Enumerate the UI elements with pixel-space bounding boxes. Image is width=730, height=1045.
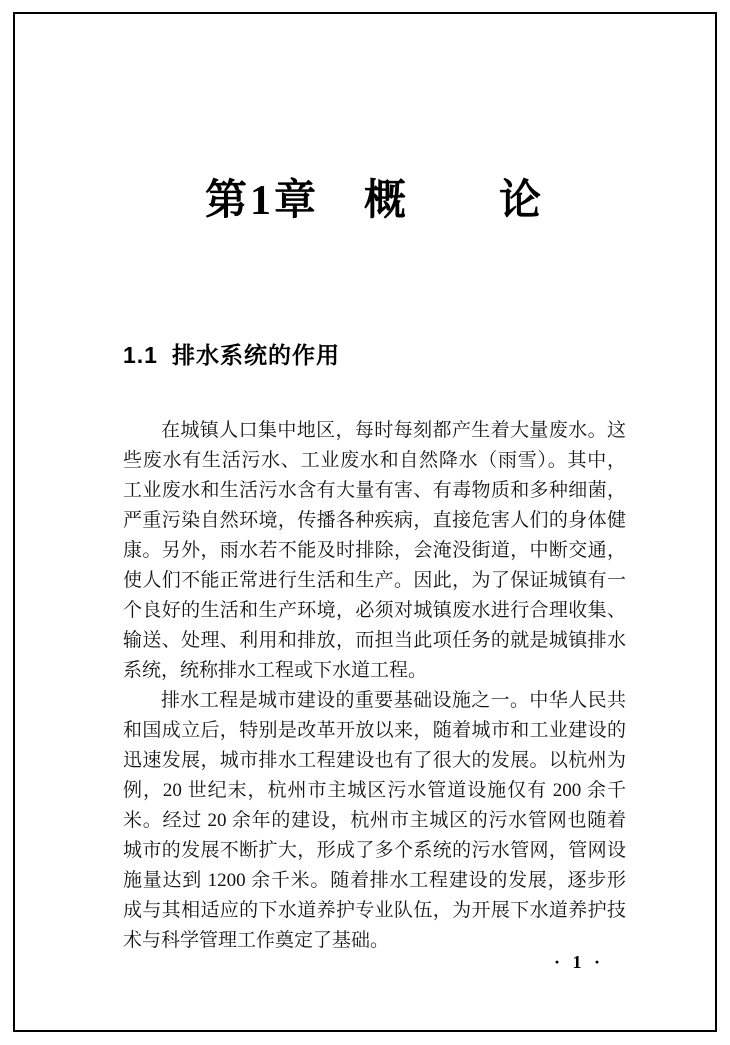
paragraph: 在城镇人口集中地区，每时每刻都产生着大量废水。这些废水有生活污水、工业废水和自然降水（雨雪）。其中，工业废水和生活污水含有大量有害、有毒物质和多种细菌，严重污染自然环境，传播各种疾病，直接危害人们的身体健康。另外，雨水若不能及时排除，会淹没街道，中断交通，使人们不能正常进行生活和生产。因此，为了保证城镇有一个良好的生活和生产环境，必须对城镇废水进行合理收集、输送、处理、利用和排放，而担当此项任务的就是城镇排水系统，统称排水工程或下水道工程。	[123, 419, 626, 681]
paragraph: 排水工程是城市建设的重要基础设施之一。中华人民共和国成立后，特别是改革开放以来，随着城市和工业建设的迅速发展，城市排水工程建设也有了很大的发展。以杭州为例，20 世纪末，杭州市主城区污水管道设施仅有 200 余千米。经过 20 余年的建设，杭州市主城区的污水管网也随着城市的发展不断扩大，形成了多个系统的污水管网，管网设施量达到 1200 余千米。随着排水工程建设的发展，逐步形成与其相适应的下水道养护专业队伍，为开展下水道养护技术与科学管理工作奠定了基础。	[123, 689, 626, 951]
section-title: 排水系统的作用	[171, 342, 340, 369]
chapter-title: 第1章 概 论	[204, 178, 544, 224]
section-number: 1.1	[123, 342, 158, 369]
section-heading	[123, 226, 626, 370]
page-content	[123, 0, 626, 1045]
page-number: · 1 ·	[553, 952, 604, 972]
